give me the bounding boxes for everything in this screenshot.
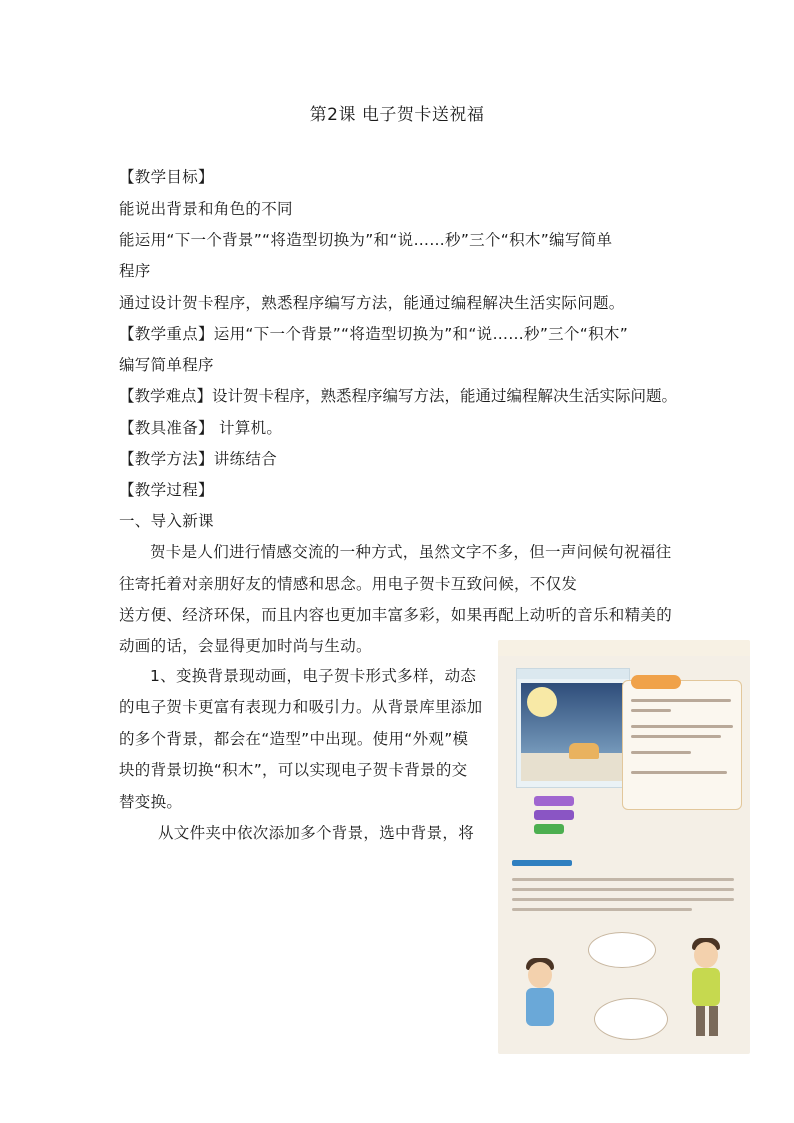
panel-text-line	[631, 751, 691, 754]
teaching-tools: 【教具准备】 计算机。	[119, 419, 283, 437]
code-block	[534, 796, 574, 806]
screen-titlebar	[517, 669, 629, 679]
panel-text-line	[631, 699, 731, 702]
objective-1: 能说出背景和角色的不同	[119, 200, 293, 218]
paragraph-2-line: 块的背景切换“积木”，可以实现电子贺卡背景的交	[119, 761, 468, 779]
paragraph-2-line: 的多个背景，都会在“造型”中出现。使用“外观”模	[119, 730, 469, 748]
panel-text-line	[631, 735, 721, 738]
section-1-heading: 一、导入新课	[119, 512, 214, 530]
objective-2: 能运用“下一个背景”“将造型切换为”和“说……秒”三个“积木”编写简单	[119, 231, 613, 249]
paragraph-3: 从文件夹中依次添加多个背景，选中背景，将	[158, 824, 475, 842]
panel-text-line	[631, 771, 727, 774]
speech-bubble	[588, 932, 656, 968]
paragraph-2-line: 1、变换背景现动画，电子贺卡形式多样，动态	[150, 667, 477, 685]
objective-2-cont: 程序	[119, 262, 151, 280]
mooncake-icon	[569, 743, 599, 759]
objective-3: 通过设计贺卡程序，熟悉程序编写方法，能通过编程解决生活实际问题。	[119, 294, 625, 312]
paragraph-2-line: 的电子贺卡更富有表现力和吸引力。从背景库里添加	[119, 698, 483, 716]
difficulty: 【教学难点】设计贺卡程序，熟悉程序编写方法，能通过编程解决生活实际问题。	[119, 387, 678, 405]
photo-text-line	[512, 898, 734, 901]
code-blocks	[534, 796, 578, 844]
section-caption	[512, 860, 572, 866]
photo-text-line	[512, 888, 734, 891]
teaching-method: 【教学方法】讲练结合	[119, 450, 278, 468]
photo-text-line	[512, 908, 692, 911]
textbook-photo	[498, 640, 750, 1054]
panel-text-line	[631, 709, 671, 712]
greeting-card-screen	[516, 668, 630, 788]
panel-text-line	[631, 725, 733, 728]
paragraph-1-line: 往寄托着对亲朋好友的情感和思念。用电子贺卡互致问候，不仅发	[119, 575, 578, 593]
paragraph-1-line: 送方便、经济环保，而且内容也更加丰富多彩，如果再配上动听的音乐和精美的	[119, 606, 673, 624]
paragraph-2-line: 替变换。	[119, 793, 183, 811]
activity-tag	[631, 675, 681, 689]
photo-header-strip	[498, 640, 750, 656]
activity-panel	[622, 680, 742, 810]
paragraph-1-line: 贺卡是人们进行情感交流的一种方式，虽然文字不多，但一声问候句祝福往	[150, 543, 672, 561]
key-points: 【教学重点】运用“下一个背景”“将造型切换为”和“说……秒”三个“积木”	[119, 325, 629, 343]
objectives-heading: 【教学目标】	[119, 168, 214, 186]
page-title: 第2课 电子贺卡送祝福	[309, 105, 485, 125]
key-points-cont: 编写简单程序	[119, 356, 214, 374]
speech-bubble	[594, 998, 668, 1040]
paragraph-1-line: 动画的话，会显得更加时尚与生动。	[119, 637, 372, 655]
moon-icon	[527, 687, 557, 717]
process-heading: 【教学过程】	[119, 481, 214, 499]
photo-text-line	[512, 878, 734, 881]
code-block	[534, 810, 574, 820]
code-block	[534, 824, 564, 834]
